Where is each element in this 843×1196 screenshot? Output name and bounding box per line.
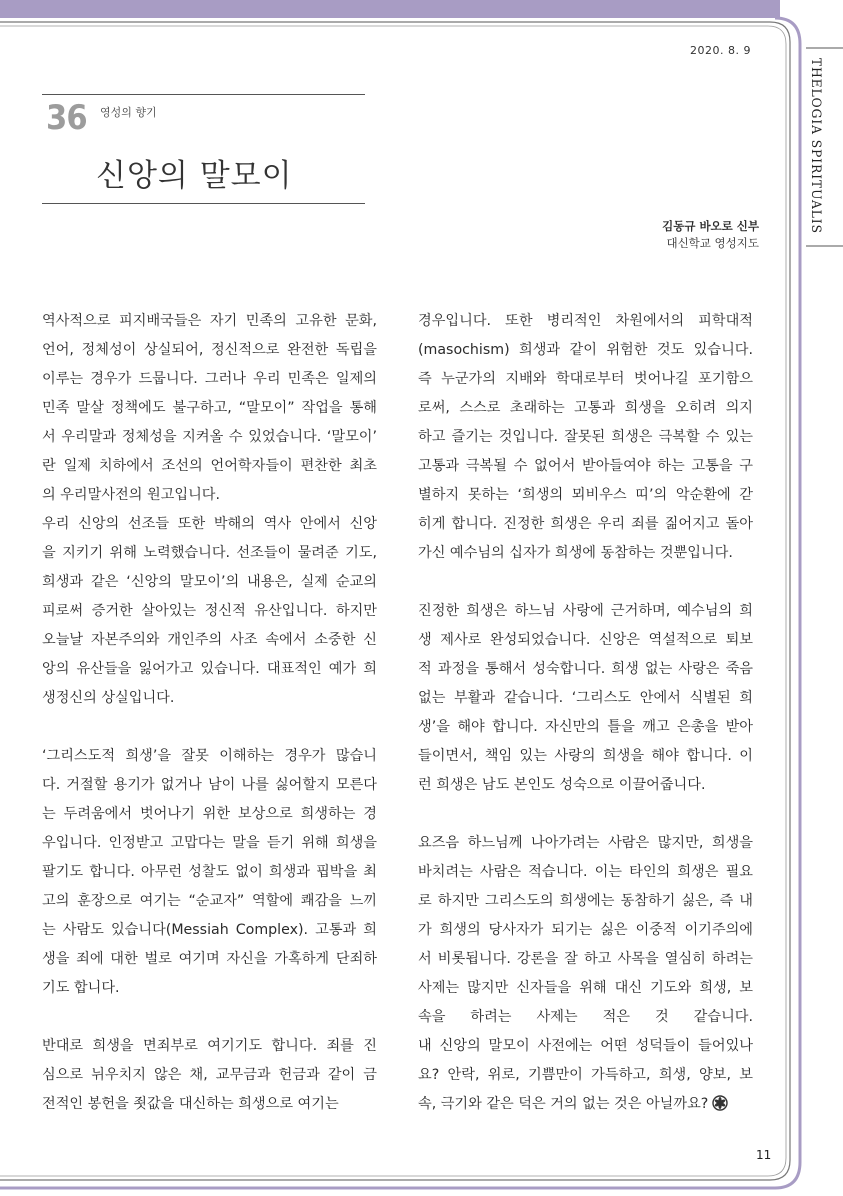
text-line: 진정한 희생은 하느님 사랑에 근거하며, 예수님의 희 [418, 603, 753, 619]
text-line: 다. 거절할 용기가 없거나 남이 나를 싫어할지 모른다 [42, 777, 377, 793]
header-rule-top [42, 94, 365, 95]
text-line: 생’을 해야 합니다. 자신만의 틀을 깨고 은총을 받아 [418, 719, 753, 735]
text-line: 우리 신앙의 선조들 또한 박해의 역사 안에서 신앙 [42, 516, 377, 532]
text-line: 적 과정을 통해서 성숙합니다. 희생 없는 사랑은 죽음 [418, 661, 753, 677]
text-line: 요즈음 하느님께 나아가려는 사람은 많지만, 희생을 [418, 835, 753, 851]
text-line: 들이면서, 책임 있는 사랑의 희생을 해야 합니다. 이 [418, 748, 753, 764]
text-line: 심으로 뉘우치지 않은 채, 교무금과 헌금과 같이 금 [42, 1067, 377, 1083]
text-line: 요? 안락, 위로, 기쁨만이 가득하고, 희생, 양보, 보 [418, 1067, 753, 1083]
journal-side-title [798, 58, 838, 238]
text-line: 가신 예수님의 십자가 희생에 동참하는 것뿐입니다. [418, 545, 733, 561]
text-line: 민족 말살 정책에도 불구하고, “말모이” 작업을 통해 [42, 400, 377, 416]
text-line: 오늘날 자본주의와 개인주의 사조 속에서 소중한 신 [42, 632, 377, 648]
body-left-column [42, 307, 377, 1119]
text-line: 생정신의 상실입니다. [42, 690, 175, 706]
text-line: 속, 극기와 같은 덕은 거의 없는 것은 아닐까요? [418, 1090, 753, 1119]
article-title: 신앙의 말모이 [96, 158, 293, 194]
text-line: 속을 하려는 사제는 적은 것 같습니다. [418, 1009, 753, 1025]
text-line: 전적인 봉헌을 죗값을 대신하는 희생으로 여기는 [42, 1096, 339, 1112]
text-line: 없는 부활과 같습니다. ‘그리스도 안에서 식별된 희 [418, 690, 753, 706]
text-line: 서 비롯됩니다. 강론을 잘 하고 사목을 열심히 하려는 [418, 951, 753, 967]
text-line: 생 제사로 완성되었습니다. 신앙은 역설적으로 퇴보 [418, 632, 753, 648]
journal-name-text: THELOGIA SPIRITUALIS [808, 58, 823, 238]
text-line: 는 사람도 있습니다(Messiah Complex). 고통과 희 [42, 922, 377, 938]
text-line: 란 일제 치하에서 조선의 언어학자들이 편찬한 최초 [42, 458, 377, 474]
text-line: 하고 즐기는 것입니다. 잘못된 희생은 극복할 수 있는 [418, 429, 753, 445]
text-line: 우입니다. 인정받고 고맙다는 말을 듣기 위해 희생을 [42, 835, 377, 851]
author-name: 김동규 바오로 신부 [662, 219, 759, 233]
body-right-column [418, 307, 753, 1119]
text-line: 생을 죄에 대한 벌로 여기며 자신을 가혹하게 단죄하 [42, 951, 377, 967]
text-line: 별하지 못하는 ‘희생의 뫼비우스 띠’의 악순환에 갇 [418, 487, 753, 503]
text-line: 희생과 같은 ‘신앙의 말모이’의 내용은, 실제 순교의 [42, 574, 377, 590]
text-line: 언어, 정체성이 상실되어, 정신적으로 완전한 독립을 [42, 342, 377, 358]
header-rule-bottom [42, 203, 365, 204]
text-line: 이루는 경우가 드뭅니다. 그러나 우리 민족은 일제의 [42, 371, 377, 387]
text-line: 즉 누군가의 지배와 학대로부터 벗어나길 포기함으 [418, 371, 753, 387]
text-line: 서 우리말과 정체성을 지켜올 수 있었습니다. ‘말모이’ [42, 429, 377, 445]
top-band [0, 0, 780, 18]
text-line: 히게 합니다. 진정한 희생은 우리 죄를 짊어지고 돌아 [418, 516, 753, 532]
issue-number: 36 [46, 98, 87, 138]
text-line: 는 두려움에서 벗어나기 위한 보상으로 희생하는 경 [42, 806, 377, 822]
text-line: 반대로 희생을 면죄부로 여기기도 합니다. 죄를 진 [42, 1038, 377, 1054]
author-block [662, 218, 759, 252]
author-affiliation: 대신학교 영성지도 [666, 236, 759, 250]
text-line: 팔기도 합니다. 아무런 성찰도 없이 희생과 핍박을 최 [42, 864, 377, 880]
text-line: 로써, 스스로 초래하는 고통과 희생을 오히려 의지 [418, 400, 753, 416]
text-line: 경우입니다. 또한 병리적인 차원에서의 피학대적 [418, 313, 753, 329]
page-number: 11 [756, 1148, 772, 1162]
text-line: 런 희생은 남도 본인도 성숙으로 이끌어줍니다. [418, 777, 706, 793]
paragraph-gap [418, 800, 753, 829]
end-ornament-icon [712, 1095, 728, 1111]
issue-date: 2020. 8. 9 [690, 44, 751, 57]
text-line: 고의 훈장으로 여기는 “순교자” 역할에 쾌감을 느끼 [42, 893, 377, 909]
text-line: 앙의 유산들을 잃어가고 있습니다. 대표적인 예가 희 [42, 661, 377, 677]
text-line: 의 우리말사전의 원고입니다. [42, 487, 220, 503]
text-line: 내 신앙의 말모이 사전에는 어떤 성덕들이 들어있나 [418, 1038, 753, 1054]
text-line: 가 희생의 당사자가 되기는 싫은 이중적 이기주의에 [418, 922, 753, 938]
text-line: 로 하지만 그리스도의 희생에는 동참하기 싫은, 즉 내 [418, 893, 753, 909]
text-line: 피로써 증거한 살아있는 정신적 유산입니다. 하지만 [42, 603, 377, 619]
text-line: 사제는 많지만 신자들을 위해 대신 기도와 희생, 보 [418, 980, 753, 996]
paragraph-gap [42, 713, 377, 742]
text-line: ‘그리스도적 희생’을 잘못 이해하는 경우가 많습니 [42, 748, 377, 764]
paragraph-gap [42, 1003, 377, 1032]
text-line: 을 지키기 위해 노력했습니다. 선조들이 물려준 기도, [42, 545, 377, 561]
text-line: 고통과 극복될 수 없어서 받아들여야 하는 고통을 구 [418, 458, 753, 474]
text-line: (masochism) 희생과 같이 위험한 것도 있습니다. [418, 342, 753, 358]
text-line: 기도 합니다. [42, 980, 120, 996]
section-label: 영성의 향기 [100, 106, 157, 119]
text-line: 바치려는 사람은 적습니다. 이는 타인의 희생은 필요 [418, 864, 753, 880]
text-line: 역사적으로 피지배국들은 자기 민족의 고유한 문화, [42, 313, 377, 329]
paragraph-gap [418, 568, 753, 597]
